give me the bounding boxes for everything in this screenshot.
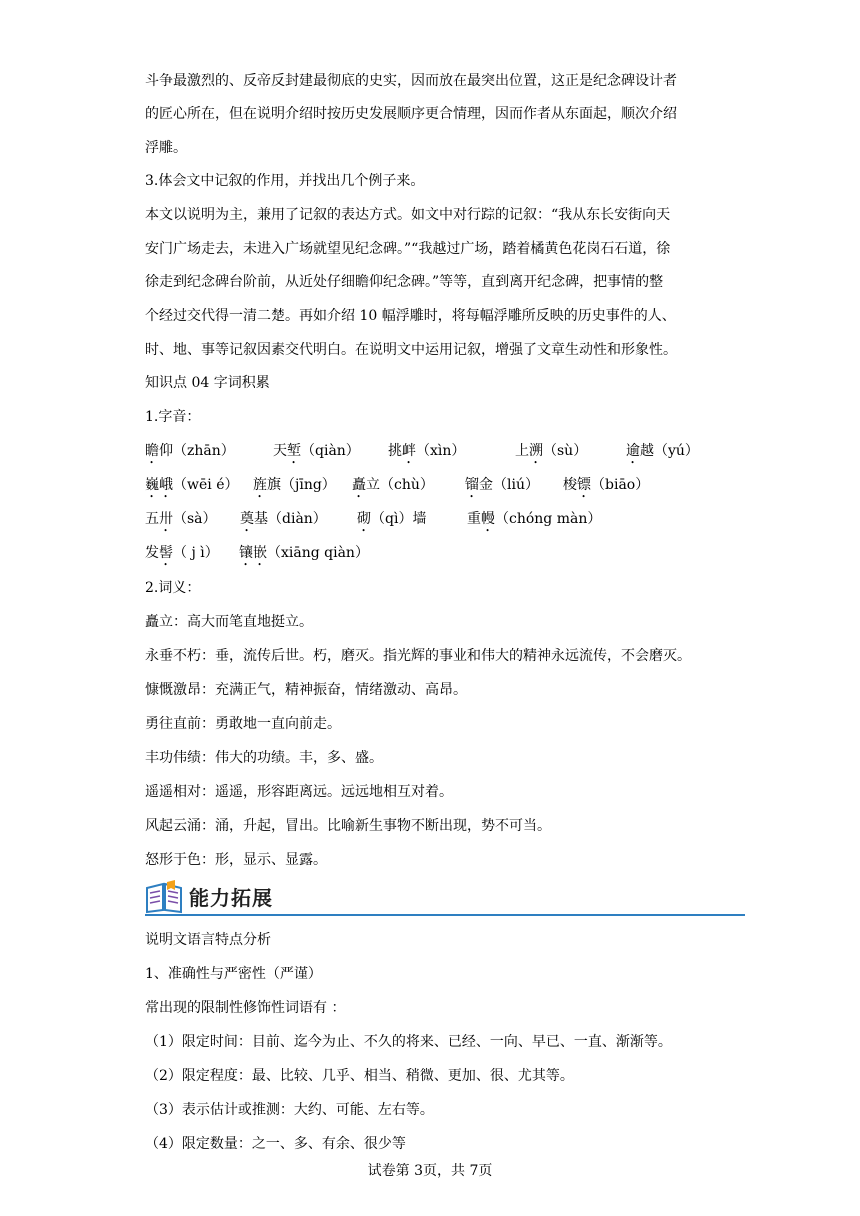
pinyin-item: 巍峨（wēi é）	[145, 477, 239, 493]
text-line: 常出现的限制性修饰性词语有 ：	[145, 1000, 346, 1016]
definition-line: 怒形于色：形，显示、显露。	[145, 852, 327, 868]
pronunciation-heading: 1.字音：	[145, 409, 201, 425]
list-item: （3）表示估计或推测：大约、可能、左右等。	[145, 1102, 434, 1118]
text-line: 时、地、事等记叙因素交代明白。在说明文中运用记叙，增强了文章生动性和形象性。	[145, 342, 677, 358]
text-line: 个经过交代得一清二楚。再如介绍 10 幅浮雕时，将每幅浮雕所反映的历史事件的人、	[145, 308, 676, 324]
section-divider	[145, 914, 745, 916]
text-line: 安门广场走去，未进入广场就望见纪念碑。”“我越过广场，踏着橘黄色花岗石石道，徐	[145, 241, 671, 257]
definition-line: 风起云涌：涌，升起，冒出。比喻新生事物不断出现，势不可当。	[145, 818, 551, 834]
definition-line: 勇往直前：勇敢地一直向前走。	[145, 716, 341, 732]
definition-line: 遥遥相对：遥遥，形容距离远。远远地相互对着。	[145, 784, 453, 800]
pinyin-item: 镶嵌（xiāng qiàn）	[239, 545, 369, 561]
meaning-heading: 2.词义：	[145, 580, 201, 596]
list-item: （4）限定数量：之一、多、有余、很少等	[145, 1136, 406, 1152]
pinyin-item: 矗立（chù）	[352, 477, 434, 493]
pinyin-item: 五卅（sà）	[145, 511, 217, 527]
text-line: 的匠心所在，但在说明介绍时按历史发展顺序更合情理，因而作者从东面起，顺次介绍	[145, 106, 677, 122]
pinyin-item: 瞻仰（zhān）	[145, 443, 235, 459]
pinyin-item: 镏金（liú）	[465, 477, 539, 493]
section-header	[145, 880, 745, 916]
pinyin-item: 奠基（diàn）	[240, 511, 327, 527]
text-line: 本文以说明为主，兼用了记叙的表达方式。如文中对行踪的记叙：“我从东长安街向天	[145, 207, 671, 223]
pinyin-item: 梭镖（biāo）	[563, 477, 650, 493]
definition-line: 矗立：高大而笔直地挺立。	[145, 614, 313, 630]
text-line: 斗争最激烈的、反帝反封建最彻底的史实，因而放在最突出位置，这正是纪念碑设计者	[145, 73, 677, 89]
question-heading: 3.体会文中记叙的作用，并找出几个例子来。	[145, 173, 425, 189]
page-footer: 试卷第 3页，共 7页	[367, 1163, 493, 1179]
definition-line: 丰功伟绩：伟大的功绩。丰，多、盛。	[145, 750, 383, 766]
section-title: 能力拓展	[189, 886, 273, 910]
point-heading: 1、准确性与严密性（严谨）	[145, 966, 322, 982]
pinyin-item: 天堑（qiàn）	[273, 443, 360, 459]
pinyin-item: 重幔（chóng màn）	[467, 511, 602, 527]
pinyin-item: 发髻（ j ì）	[145, 545, 219, 561]
list-item: （1）限定时间：目前、迄今为止、不久的将来、已经、一向、早已、一直、渐渐等。	[145, 1034, 672, 1050]
pinyin-item: 挑衅（xìn）	[388, 443, 466, 459]
topic-line: 说明文语言特点分析	[145, 932, 271, 948]
text-line: 徐走到纪念碑台阶前，从近处仔细瞻仰纪念碑。”等等，直到离开纪念碑，把事情的整	[145, 274, 664, 290]
pinyin-item: 逾越（yú）	[626, 443, 699, 459]
list-item: （2）限定程度：最、比较、几乎、相当、稍微、更加、很、尤其等。	[145, 1068, 574, 1084]
pinyin-item: 上溯（sù）	[515, 443, 588, 459]
knowledge-point-heading: 知识点 04 字词积累	[145, 375, 270, 391]
pinyin-item: 砌（qì）墙	[357, 511, 427, 527]
text-line: 浮雕。	[145, 140, 187, 156]
open-book-icon	[145, 880, 183, 914]
definition-line: 永垂不朽：垂，流传后世。朽，磨灭。指光辉的事业和伟大的精神永远流传，不会磨灭。	[145, 648, 691, 664]
definition-line: 慷慨激昂：充满正气，精神振奋，情绪激动、高昂。	[145, 682, 467, 698]
pinyin-item: 旌旗（jīng）	[253, 477, 336, 493]
